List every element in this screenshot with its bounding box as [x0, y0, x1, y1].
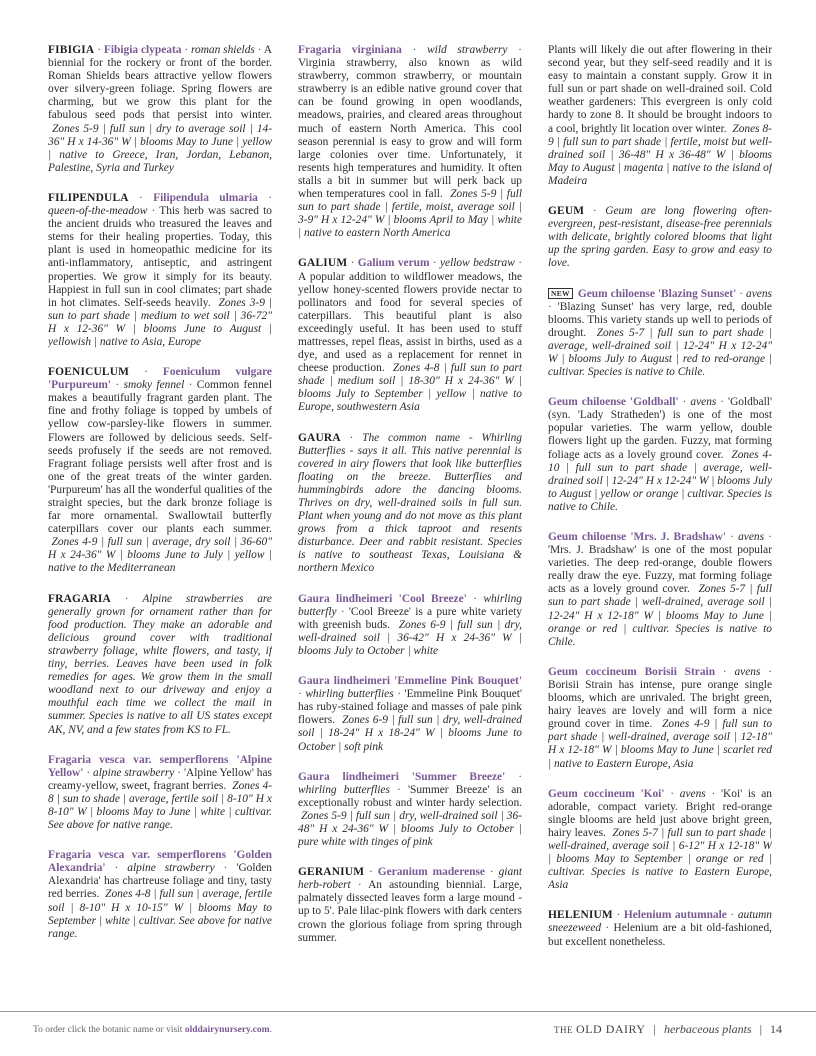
separator-dot: · [548, 300, 558, 313]
growing-specs: Zones 5-9 | full sun | dry to average soil | 14-36" H x 14-36" W | blooms May to June | yellow | native to Greece, Iran, Jordan, Lebanon, Palestine, Syria and Turkey [48, 122, 272, 174]
separator-dot: · [664, 787, 680, 800]
common-name: yellow bedstraw [439, 257, 515, 270]
growing-specs: Zones 4-10 | full sun to part shade | average, well-drained soil | 12-24" H x 12-24" W | blooms July to August | yellow or orange | cultivar. Species is native to Chile. [548, 448, 772, 513]
botanical-name-link[interactable]: Geum chiloense 'Mrs. J. Bradshaw' [548, 531, 726, 543]
genus-heading: FOENICULUM [48, 366, 130, 379]
common-name: smoky fennel [123, 379, 185, 392]
plant-entry [48, 754, 272, 833]
separator-dot: · [760, 665, 772, 678]
separator-dot: · [111, 379, 124, 392]
separator-dot: · [393, 688, 405, 701]
new-badge: NEW [548, 288, 573, 299]
growing-specs: Zones 5-7 | full sun to part shade | well-drained, average soil | 6-12" H x 12-18" W | blooms May to September | orange or red | cultivar. Species is native to Eastern Europe, Asia [548, 826, 772, 892]
growing-specs: Zones 3-9 | sun to part shade | medium to wet soil | 36-72" H x 12-36" W | blooms June to August | yellowish | native to Asia, Europe [48, 296, 272, 348]
separator-dot: · [364, 866, 378, 879]
separator-dot: · [507, 44, 522, 56]
column-2 [298, 44, 522, 994]
plant-entry [548, 909, 772, 948]
description: 'Cool Breeze' is a pure white variety with greenish buds. [298, 605, 522, 631]
description: This herb was sacred to the ancient druids who treasured the leaves and stems for their healing properties. Today, this plant is used in homeopathic medicine for its anti-inflammatory, antiseptic, and astringent properties. We grow it simply for its beauty. Happiest in full sun in cool climates; part shade in hot climates. Self-seeds heavily. [48, 205, 272, 309]
growing-specs: Zones 8-9 | full sun to part shade | fertile, moist but well-drained soil | 36-48" H x 36-48" W | blooms May to August | magenta | native to the island of Madeira [548, 122, 772, 187]
separator-dot: · [505, 770, 522, 783]
separator-dot: · [347, 257, 358, 270]
common-name: giant herb-robert [298, 866, 522, 892]
separator-dot: · [350, 879, 369, 892]
genus-intro: Geum are long flowering often-evergreen, pest-resistant, disease-free perennials with delicate, brightly colored blooms that light up the spring garden. Easy to grow and easy to love. [548, 205, 772, 270]
separator-dot: · [726, 909, 738, 922]
plant-entry [48, 366, 272, 576]
separator-dot: · [678, 396, 691, 409]
plant-entry [298, 44, 522, 240]
separator-dot: · [257, 191, 272, 204]
plant-entry [48, 849, 272, 941]
plant-entry [298, 866, 522, 945]
growing-specs: Zones 4-8 | full sun | average, fertile soil | 8-10" H x 10-15" W | blooms May to September | white | cultivar. See above for native range. [48, 888, 272, 940]
botanical-name-link[interactable]: Helenium autumnale [623, 909, 727, 922]
botanical-name-link[interactable]: Fibigia clypeata [103, 44, 182, 56]
page-number: 14 [770, 1022, 782, 1036]
description: Borisii Strain has intense, pure orange single blooms, which are unrivaled. The bright green, hairy leaves are lovely and will form a nice ground cover in time. [548, 678, 772, 731]
growing-specs: Zones 4-8 | full sun to part shade | medium soil | 18-30" H x 24-36" W | blooms July to September | yellow | native to Europe, southwestern Asia [298, 362, 522, 414]
separator-dot: · [736, 287, 747, 300]
separator-dot: · [298, 688, 306, 701]
footer-divider [0, 1011, 816, 1012]
description: 'Goldball' (syn. 'Lady Stratheden') is one of the most popular varieties. The warm yellow, double flowers light up the garden. Fuzzy, mat forming foliage acts as a lovely ground cover. [548, 396, 772, 461]
botanical-name-link[interactable]: Geum coccineum 'Koi' [548, 787, 665, 800]
genus-heading: GALIUM [298, 257, 348, 270]
plant-entry [548, 288, 772, 380]
common-name: avens [734, 665, 761, 678]
brand-prefix: THE [554, 1025, 574, 1035]
genus-heading: FRAGARIA [48, 592, 111, 605]
common-name: avens [738, 531, 765, 543]
plant-entry [48, 44, 272, 175]
genus-heading: HELENIUM [548, 909, 613, 922]
botanical-name-link[interactable]: Geum chiloense 'Goldball' [548, 396, 679, 409]
separator-dot: · [484, 866, 499, 879]
catalog-columns [48, 44, 772, 994]
botanical-name-link[interactable]: Gaura lindheimeri 'Cool Breeze' [298, 592, 467, 605]
growing-specs: Zones 5-7 | full sun to part shade | well-drained, average soil | 12-24" H x 12-18" W | blooms May to June | orange or red | cultivar. Species is native to Chile. [548, 583, 772, 648]
plant-entry [298, 257, 522, 414]
botanical-name-link[interactable]: Geum chiloense 'Blazing Sunset' [577, 287, 737, 300]
description: 'Golden Alexandria' has chartreuse foliage and tiny, tasty red berries. [48, 862, 272, 901]
botanical-name-link[interactable]: Fragaria vesca var. semperflorens 'Golden Alexandria' [48, 849, 272, 875]
plant-entry [548, 396, 772, 514]
description: Virginia strawberry, also known as wild strawberry, common strawberry, or mountain strawberry is an edible native ground cover that can be found growing in open woodlands, meadows, prairies, and cleared areas throughout much of eastern North America. This cool season perennial is easy to grow and will form large colonies over time. Unfortunately, it resents high temperatures and humidity. It often stalls a bit in summer but will perk back up when temperatures cool in fall. [298, 57, 522, 201]
botanical-name-link[interactable]: Gaura lindheimeri 'Emmeline Pink Bouquet' [298, 675, 522, 688]
column-3 [548, 44, 772, 994]
order-suffix: . [269, 1025, 272, 1035]
description: Common fennel makes a beautifully fragrant garden plant. The fine and frothy foliage is topped by umbels of yellow cow-parsley-like flowers in summer. Flowers are followed by delicious seeds. Self-seeds profusely if the seeds are not removed. Fragrant foliage persists well after frost and is one of the great treats of the winter garden. 'Purpureum' has all the wonderful qualities of the straight species, but the dark bronze foliage is far more ornamental. Swallowtail butterfly caterpillars cover our plants each summer. [48, 379, 272, 536]
separator-dot: · [466, 592, 484, 605]
section-name: herbaceous plants [663, 1022, 752, 1036]
description: 'Mrs. J. Bradshaw' is one of the most popular varieties. The deep red-orange, double flowers really draw the eye. Fuzzy, mat forming foliage acts as a lovely ground cover. [548, 544, 772, 596]
common-name: avens [690, 396, 717, 409]
plant-entry [548, 788, 772, 893]
genus-heading: GERANIUM [298, 866, 365, 879]
separator-dot: · [181, 44, 191, 56]
separator-dot: · [214, 862, 237, 875]
growing-specs: Zones 5-9 | full sun | dry, well-drained soil | 36-48" H x 24-36" W | blooms July to October | pure white with tinges of pink [298, 809, 522, 849]
order-prefix: To order click the botanic name or visit [33, 1025, 185, 1035]
common-name: queen-of-the-meadow [48, 205, 148, 218]
footer-separator: | [759, 1022, 762, 1036]
botanical-name-link[interactable]: Geranium maderense [377, 866, 485, 879]
common-name: roman shields [190, 44, 255, 56]
separator-dot: · [601, 922, 614, 935]
separator-dot: · [174, 766, 184, 779]
plant-entry [298, 593, 522, 658]
separator-dot: · [110, 592, 143, 605]
footer-separator: | [653, 1022, 656, 1036]
separator-dot: · [584, 205, 606, 218]
separator-dot: · [147, 205, 160, 218]
description: An astounding biennial. Large, palmately dissected leaves form a large mound - up to 5'. Pale lilac-pink flowers with dark centers crown the glorious foliage from spring through summer. [298, 879, 522, 944]
plant-entry [298, 432, 522, 576]
common-name: avens [679, 787, 706, 800]
description: 'Blazing Sunset' has very large, red, double blooms. This variety stands up well to periods of drought. [548, 300, 772, 339]
botanical-name-link[interactable]: Fragaria virginiana [298, 44, 402, 56]
column-1 [48, 44, 272, 994]
plant-entry [548, 666, 772, 771]
separator-dot: · [612, 909, 624, 922]
growing-specs: Zones 6-9 | full sun | dry, well-drained soil | 18-24" H x 18-24" W | blooms June to October | soft pink [298, 714, 522, 753]
genus-heading: FILIPENDULA [48, 191, 129, 204]
separator-dot: · [401, 44, 428, 56]
growing-specs: Zones 4-9 | full sun | average, dry soil | 36-60" H x 24-36" W | blooms June to July | yellow | native to the Mediterranean [48, 536, 272, 575]
genus-intro: The common name - Whirling Butterflies - says it all. This native perennial is covered in airy flowers that look like butterflies floating on the breeze. Butterflies and hummingbirds adore the dancing blooms. Thrives on dry, well-drained soils in full sun. Plant when young and do not move as this plant grows from a thick taproot and resents disturbance. Deer and rabbit resistant. Species is native to southeast Texas, Louisiana & northern Mexico [298, 431, 522, 575]
common-name: whirling butterflies [298, 783, 390, 796]
separator-dot: · [336, 605, 349, 618]
growing-specs: Zones 5-7 | full sun to part shade | average, well-drained soil | 12-24" H x 12-24" W | blooms July to August | red to red-orange | cultivar. Species is native to Chile. [548, 326, 772, 379]
plant-entry [548, 44, 772, 188]
website-link[interactable]: olddairynursery.com [184, 1025, 270, 1035]
common-name: autumn sneezeweed [548, 909, 772, 935]
order-note [33, 1025, 272, 1035]
plant-entry [298, 771, 522, 850]
separator-dot: · [184, 379, 197, 392]
separator-dot: · [716, 396, 729, 409]
separator-dot: · [128, 191, 154, 204]
growing-specs: Zones 4-8 | sun to shade | average, fertile soil | 8-10" H x 8-10" W | blooms May to June | white | cultivar. See above for native range. [48, 779, 272, 832]
description: 'Emmeline Pink Bouquet' has ruby-stained foliage and masses of pale pink flowers. [298, 688, 522, 727]
plant-entry [298, 675, 522, 754]
separator-dot: · [725, 531, 739, 543]
description: 'Alpine Yellow' has creamy-yellow, sweet, fragrant berries. [48, 766, 272, 792]
description: Plants will likely die out after flowering in their second year, but they self-seed readily and it is easy to maintain a constant supply. Grow it in full sun or part shade on well-drained soil. Cold weather gardeners: This evergreen is only cold hardy to zone 8. It should be brought indoors to a cool, brightly lit location over winter. [548, 44, 772, 135]
separator-dot: · [429, 257, 440, 270]
common-name: alpine strawberry [93, 766, 175, 779]
description: 'Summer Breeze' is an exceptionally robust and winter hardy selection. [298, 783, 522, 809]
description: A biennial for the rockery or front of the border. Roman Shields bears attractive yellow flowers over silvery-green foliage. Spring flowers are charming, but we grow this plant for the fabulous seed pods that persist into winter. [48, 44, 272, 122]
description: A popular addition to wildflower meadows, the yellow honey-scented flowers provide nectar to pollinators and food for several species of caterpillars. This beautiful plant is also exceedingly useful. It has been used to stuff mattresses, repel fleas, assist in births, used as a dye, and used as a replacement for rennet in cheese production. [298, 270, 522, 375]
common-name: wild strawberry [427, 44, 508, 56]
separator-dot: · [514, 257, 522, 270]
genus-intro: Alpine strawberries are generally grown for ornament rather than for food production. They make an adorable and delicious ground cover with traditional strawberry foliage, white flowers, and tasty, if tiny, berries. Leaves have been used in folk remedies for ages. We grow them in the small woodland next to our driveway and enjoy a mouthful each time we collect the mail in summer. Species is native to all US states except AK, NV, and a few states from KS to FL. [48, 592, 272, 736]
separator-dot: · [705, 787, 721, 800]
genus-heading: FIBIGIA [48, 44, 95, 56]
common-name: whirling butterfly [298, 592, 522, 618]
botanical-name-link[interactable]: Foeniculum vulgare 'Purpureum' [48, 366, 272, 392]
separator-dot: · [254, 44, 264, 56]
plant-entry [48, 192, 272, 349]
botanical-name-link[interactable]: Fragaria vesca var. semperflorens 'Alpine Yellow' [48, 753, 272, 779]
common-name: alpine strawberry [127, 862, 215, 875]
growing-specs: Zones 6-9 | full sun | dry, well-drained soil | 36-42" H x 24-36" W | blooms July to October | white [298, 618, 522, 657]
botanical-name-link[interactable]: Geum coccineum Borisii Strain [548, 665, 716, 678]
separator-dot: · [764, 531, 772, 543]
plant-entry [48, 593, 272, 737]
common-name: avens [746, 287, 772, 300]
growing-specs: Zones 5-9 | full sun to part shade | fertile, moist, average soil | 3-9" H x 12-24" W | blooms April to May | white | native to eastern North America [298, 188, 522, 240]
common-name: whirling butterflies [305, 688, 394, 701]
separator-dot: · [83, 766, 94, 779]
growing-specs: Zones 4-9 | full sun to part shade | well-drained, average soil | 12-18" H x 12-18" W | blooms May to June | scarlet red | native to Eastern Europe, Asia [548, 718, 772, 770]
brand-name: OLD DAIRY [576, 1022, 646, 1036]
separator-dot: · [105, 862, 128, 875]
separator-dot: · [129, 366, 163, 379]
separator-dot: · [715, 665, 735, 678]
separator-dot: · [340, 431, 363, 444]
plant-entry [548, 205, 772, 270]
botanical-name-link[interactable]: Galium verum [357, 257, 430, 270]
separator-dot: · [94, 44, 104, 56]
running-footer [554, 1022, 782, 1037]
description: Helenium are a bit old-fashioned, but excellent nonetheless. [548, 922, 772, 948]
botanical-name-link[interactable]: Filipendula ulmaria [153, 191, 258, 204]
separator-dot: · [389, 783, 408, 796]
plant-entry [548, 531, 772, 649]
botanical-name-link[interactable]: Gaura lindheimeri 'Summer Breeze' [298, 770, 506, 783]
genus-heading: GEUM [548, 205, 585, 218]
genus-heading: GAURA [298, 431, 341, 444]
description: 'Koi' is an adorable, compact variety. Bright red-orange single blooms are held just above bright green, hairy leaves. [548, 787, 772, 839]
